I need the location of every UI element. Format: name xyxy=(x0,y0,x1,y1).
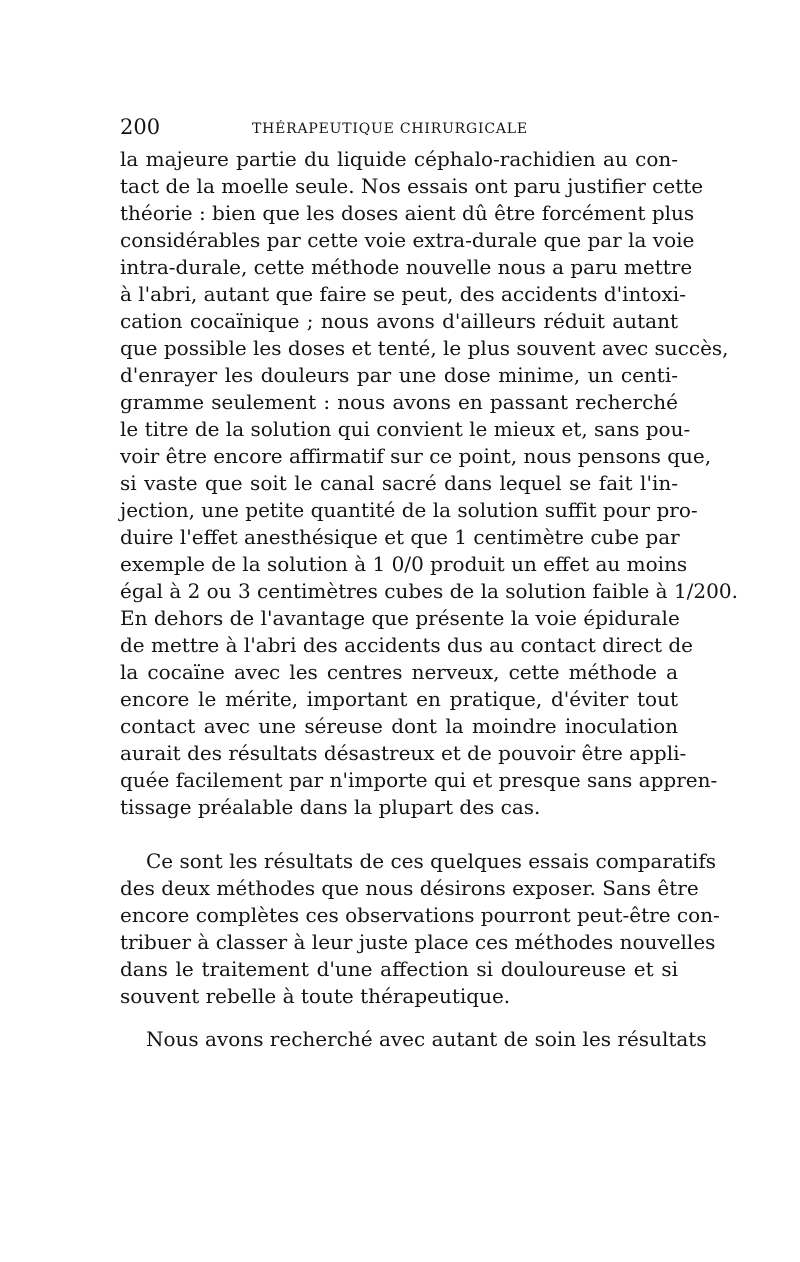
text-line: souvent rebelle à toute thérapeutique. xyxy=(120,984,511,1008)
running-head: THÉRAPEUTIQUE CHIRURGICALE xyxy=(252,121,528,137)
text-line: la cocaïne avec les centres nerveux, cette méthode a xyxy=(120,660,678,684)
text-line: de mettre à l'abri des accidents dus au contact direct de xyxy=(120,633,693,657)
text-line: aurait des résultats désastreux et de pouvoir être appli- xyxy=(120,741,687,765)
text-line: Nous avons recherché avec autant de soin les résultats xyxy=(146,1027,707,1051)
text-line: encore complètes ces observations pourront peut-être con- xyxy=(120,903,720,927)
text-line: à l'abri, autant que faire se peut, des accidents d'intoxi- xyxy=(120,282,686,306)
text-line: gramme seulement : nous avons en passant recherché xyxy=(120,390,678,414)
text-line: voir être encore affirmatif sur ce point, nous pensons que, xyxy=(120,444,712,468)
text-line: si vaste que soit le canal sacré dans lequel se fait l'in- xyxy=(120,471,678,495)
text-line: que possible les doses et tenté, le plus souvent avec succès, xyxy=(120,336,729,360)
text-line: d'enrayer les douleurs par une dose minime, un centi- xyxy=(120,363,678,387)
text-line: des deux méthodes que nous désirons exposer. Sans être xyxy=(120,876,699,900)
text-line: la majeure partie du liquide céphalo-rachidien au con- xyxy=(120,147,678,171)
text-line: théorie : bien que les doses aient dû être forcément plus xyxy=(120,201,695,225)
text-line: tribuer à classer à leur juste place ces méthodes nouvelles xyxy=(120,930,716,954)
text-line: considérables par cette voie extra-durale que par la voie xyxy=(120,228,695,252)
text-line: quée facilement par n'importe qui et presque sans appren- xyxy=(120,768,718,792)
text-line: tissage préalable dans la plupart des cas. xyxy=(120,795,541,819)
text-line: cation cocaïnique ; nous avons d'ailleurs réduit autant xyxy=(120,309,678,333)
page-header xyxy=(120,112,680,142)
text-line: contact avec une séreuse dont la moindre inoculation xyxy=(120,714,678,738)
text-line: intra-durale, cette méthode nouvelle nous a paru mettre xyxy=(120,255,693,279)
text-line: encore le mérite, important en pratique, d'éviter tout xyxy=(120,687,678,711)
text-line: le titre de la solution qui convient le mieux et, sans pou- xyxy=(120,417,691,441)
text-line: Ce sont les résultats de ces quelques essais comparatifs xyxy=(146,849,717,873)
text-line: tact de la moelle seule. Nos essais ont paru justifier cette xyxy=(120,174,704,198)
text-line: égal à 2 ou 3 centimètres cubes de la solution faible à 1/200. xyxy=(120,579,738,603)
text-line: exemple de la solution à 1 0/0 produit un effet au moins xyxy=(120,552,688,576)
text-line: jection, une petite quantité de la solution suffit pour pro- xyxy=(120,498,698,522)
text-line: duire l'effet anesthésique et que 1 centimètre cube par xyxy=(120,525,680,549)
text-line: En dehors de l'avantage que présente la voie épidurale xyxy=(120,606,680,630)
text-line: dans le traitement d'une affection si douloureuse et si xyxy=(120,957,678,981)
page-number: 200 xyxy=(120,115,161,139)
